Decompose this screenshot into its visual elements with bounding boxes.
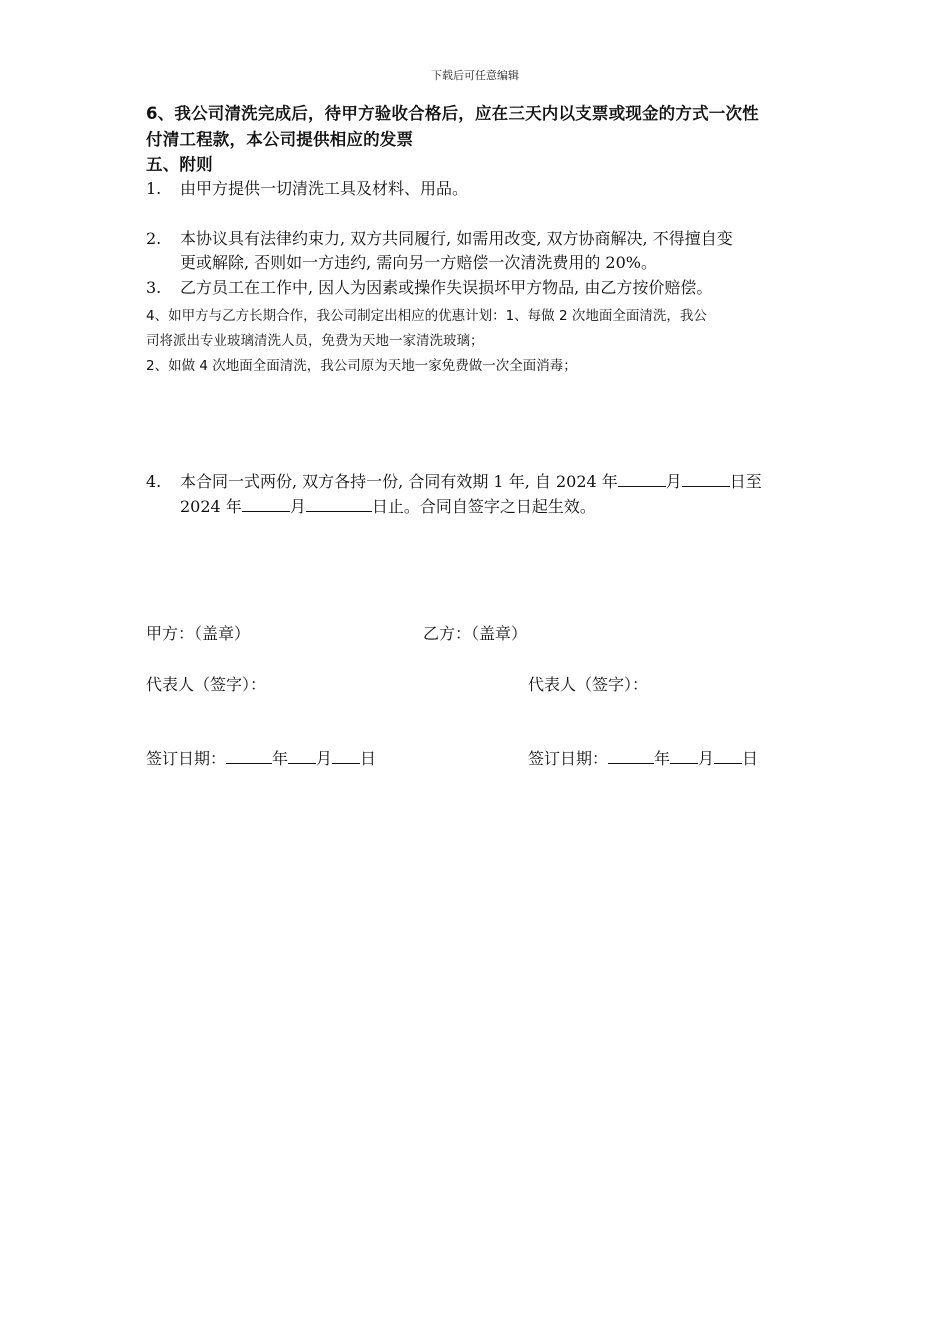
blank-line: [226, 749, 272, 764]
blank-line: [618, 472, 666, 487]
party-b-sign-date: [528, 746, 758, 769]
blank-line: [306, 497, 372, 512]
preferential-plan-line-3: 2、如做 4 次地面全面清洗，我公司原为天地一家免费做一次全面消毒；: [146, 358, 577, 374]
month-label: 月: [316, 749, 333, 768]
list-item-number: 2.: [146, 229, 162, 248]
list-item-text: 由甲方提供一切清洗工具及材料、用品。: [180, 179, 469, 198]
blank-line: [682, 472, 730, 487]
clause-6-line-1: 6、我公司清洗完成后，待甲方验收合格后，应在三天内以支票或现金的方式一次性: [146, 104, 759, 123]
list-item-2: [146, 226, 733, 249]
day-label: 日: [742, 749, 759, 768]
term-month-label: 月: [665, 472, 682, 491]
term-text-start: 本合同一式两份, 双方各持一份, 合同有效期 1 年, 自 2024 年: [180, 472, 618, 491]
term-end-month-label: 月: [289, 497, 306, 516]
blank-line: [242, 497, 290, 512]
preferential-plan-line-2: 司将派出专业玻璃清洗人员，免费为天地一家清洗玻璃；: [146, 333, 484, 349]
list-item-text: 乙方员工在工作中, 因人为因素或操作失误损坏甲方物品, 由乙方按价赔偿。: [180, 278, 713, 297]
year-label: 年: [272, 749, 289, 768]
party-a-sign-date: [146, 746, 376, 769]
list-item-number: 1.: [146, 179, 162, 198]
page-header-note: 下载后可任意编辑: [431, 69, 519, 82]
contract-term-line-2: [180, 494, 596, 517]
day-label: 日: [360, 749, 377, 768]
blank-line: [288, 749, 316, 764]
list-item-number: 4.: [146, 472, 162, 491]
blank-line: [332, 749, 360, 764]
date-label: 签订日期：: [146, 749, 227, 768]
preferential-plan-line-1: 4、如甲方与乙方长期合作，我公司制定出相应的优惠计划：1、每做 2 次地面全面清洗，我公: [146, 308, 707, 324]
month-label: 月: [698, 749, 715, 768]
list-item-number: 3.: [146, 278, 162, 297]
list-item-text: 本协议具有法律约束力, 双方共同履行, 如需用改变, 双方协商解决, 不得擅自变: [180, 229, 733, 248]
term-end-text: 日止。合同自签字之日起生效。: [371, 497, 596, 516]
term-day-label: 日至: [729, 472, 762, 491]
list-item-3: [146, 275, 712, 298]
section-title: 五、附则: [146, 155, 213, 174]
list-item-1: [146, 176, 468, 199]
party-b-seal: 乙方：（盖章）: [423, 624, 528, 643]
contract-term-line-1: [146, 469, 762, 492]
party-b-representative: 代表人（签字）：: [528, 675, 649, 694]
party-a-representative: 代表人（签字）：: [146, 675, 267, 694]
list-item-2-continuation: 更或解除, 否则如一方违约, 需向另一方赔偿一次清洗费用的 20%。: [180, 253, 657, 272]
blank-line: [714, 749, 742, 764]
year-label: 年: [654, 749, 671, 768]
blank-line: [608, 749, 654, 764]
date-label: 签订日期：: [528, 749, 609, 768]
party-a-seal: 甲方：（盖章）: [146, 624, 251, 643]
clause-6-line-2: 付清工程款，本公司提供相应的发票: [146, 130, 414, 149]
term-end-year: 2024 年: [180, 497, 242, 516]
blank-line: [670, 749, 698, 764]
